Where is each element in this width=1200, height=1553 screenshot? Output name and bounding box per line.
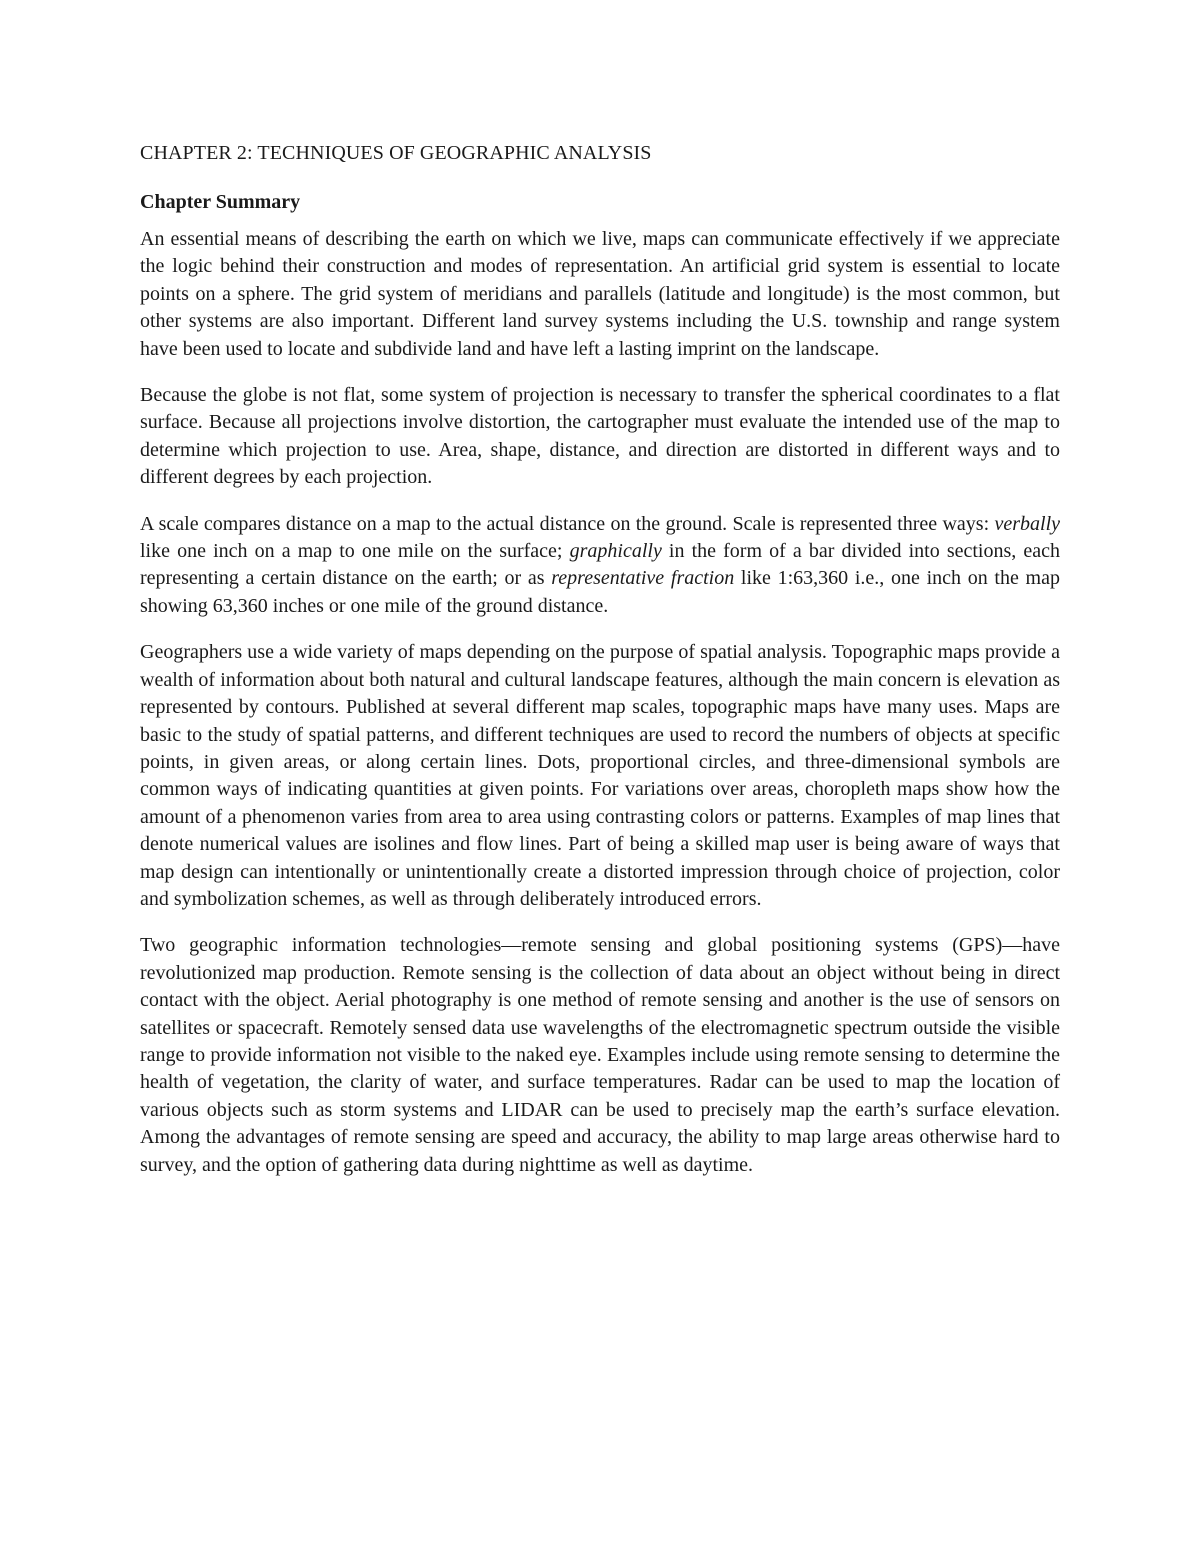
paragraph-scale [140, 511, 1060, 621]
document-body [140, 140, 1060, 1198]
scale-term-graphically: graphically [569, 540, 662, 563]
scale-text-4: like 1:63,360 i.e., one inch on the map showing 63,360 inches or one mile of the ground distance. [140, 567, 1060, 617]
scale-term-verbally: verbally [994, 512, 1060, 535]
chapter-title: CHAPTER 2: TECHNIQUES OF GEOGRAPHIC ANALYSIS [140, 142, 652, 164]
paragraph-maps-grid: An essential means of describing the earth on which we live, maps can communicate effectively if we appreciate the logic behind their construction and modes of representation. An artificial grid system is essential to locate points on a sphere. The grid system of meridians and parallels (latitude and longitude) is the most common, but other systems are also important. Different land survey systems including the U.S. township and range system have been used to locate and subdivide land and have left a lasting imprint on the landscape. [140, 228, 1060, 360]
scale-text-3: in the form of a bar divided into sections, each representing a certain distance on the earth; or as [140, 540, 1061, 590]
scale-term-representative-fraction: representative fraction [551, 567, 735, 590]
paragraph-map-types: Geographers use a wide variety of maps depending on the purpose of spatial analysis. Topographic maps provide a wealth of information about both natural and cultural landscape features, although the main concern is elevation as represented by contours. Published at several different map scales, topographic maps have many uses. Maps are basic to the study of spatial patterns, and different techniques are used to record the numbers of objects at specific points, in given areas, or along certain lines. Dots, proportional circles, and three-dimensional symbols are common ways of indicating quantities at given points. For variations over areas, choropleth maps show how the amount of a phenomenon varies from area to area using contrasting colors or patterns. Examples of map lines that denote numerical values are isolines and flow lines. Part of being a skilled map user is being aware of ways that map design can intentionally or unintentionally create a distorted impression through choice of projection, color and symbolization schemes, as well as through deliberately introduced errors. [140, 641, 1060, 910]
section-heading: Chapter Summary [140, 191, 301, 213]
paragraph-projection: Because the globe is not flat, some system of projection is necessary to transfer the spherical coordinates to a flat surface. Because all projections involve distortion, the cartographer must evaluate the intended use of the map to determine which projection to use. Area, shape, distance, and direction are distorted in different ways and to different degrees by each projection. [140, 384, 1060, 489]
scale-text-2: like one inch on a map to one mile on the surface; [140, 540, 570, 563]
scale-text-1: A scale compares distance on a map to the actual distance on the ground. Scale is represented three ways: [140, 512, 995, 535]
paragraph-remote-sensing: Two geographic information technologies—remote sensing and global positioning systems (GPS)—have revolutionized map production. Remote sensing is the collection of data about an object without being in direct contact with the object. Aerial photography is one method of remote sensing and another is the use of sensors on satellites or spacecraft. Remotely sensed data use wavelengths of the electromagnetic spectrum outside the visible range to provide information not visible to the naked eye. Examples include using remote sensing to determine the health of vegetation, the clarity of water, and surface temperatures. Radar can be used to map the location of various objects such as storm systems and LIDAR can be used to precisely map the earth’s surface elevation. Among the advantages of remote sensing are speed and accuracy, the ability to map large areas otherwise hard to survey, and the option of gathering data during nighttime as well as daytime. [140, 934, 1060, 1176]
